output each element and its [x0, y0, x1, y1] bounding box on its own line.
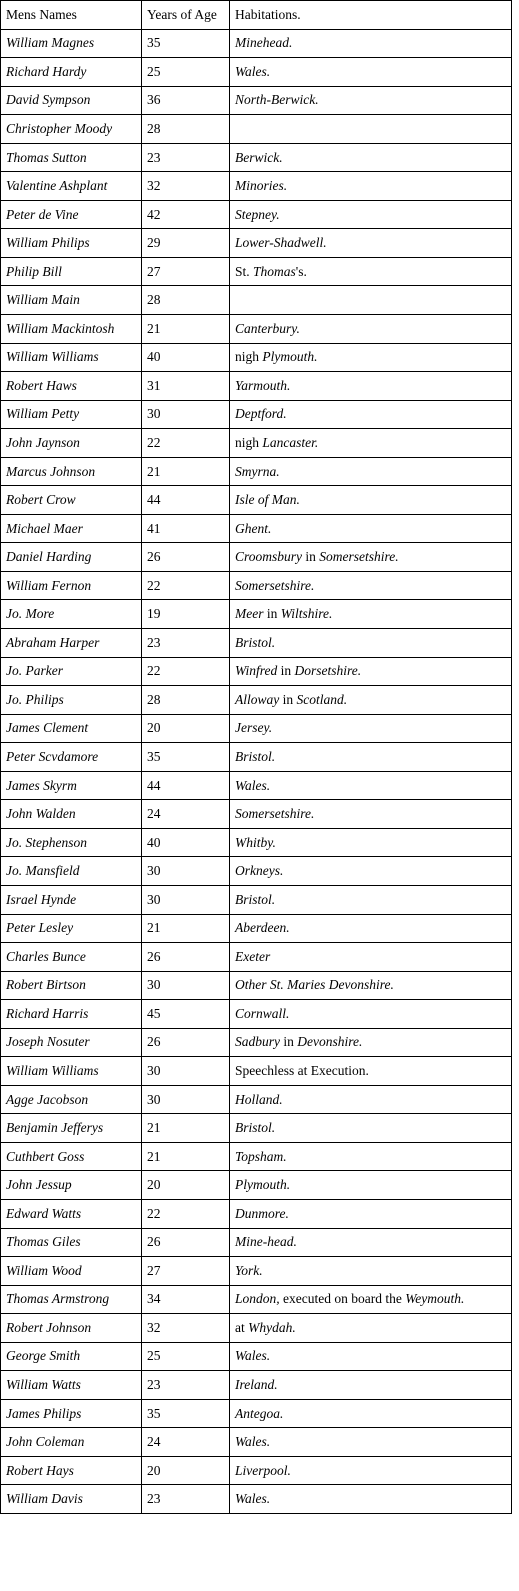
cell-age: 20	[142, 1171, 230, 1200]
cell-age: 29	[142, 229, 230, 258]
cell-age: 36	[142, 86, 230, 115]
habitation-segment: Lower-Shadwell.	[235, 235, 327, 251]
cell-age: 26	[142, 1228, 230, 1257]
table-row	[1, 115, 512, 144]
habitation-segment: Antegoa.	[235, 1405, 284, 1421]
table-row	[1, 1342, 512, 1371]
cell-age: 21	[142, 1142, 230, 1171]
table-row	[1, 1456, 512, 1485]
cell-name: Cuthbert Goss	[1, 1142, 142, 1171]
table-row	[1, 343, 512, 372]
header-row	[1, 1, 512, 30]
habitation-segment: Somersetshire.	[235, 577, 315, 593]
cell-name: William Philips	[1, 229, 142, 258]
cell-habitation	[230, 1171, 512, 1200]
habitation-segment: Weymouth.	[405, 1291, 465, 1307]
cell-name: William Petty	[1, 400, 142, 429]
habitation-segment: executed on board the	[279, 1291, 406, 1307]
cell-age: 22	[142, 1199, 230, 1228]
cell-habitation	[230, 543, 512, 572]
cell-name: James Philips	[1, 1399, 142, 1428]
cell-name: John Coleman	[1, 1428, 142, 1457]
habitation-segment: Somersetshire.	[235, 806, 315, 822]
cell-age: 21	[142, 315, 230, 344]
table-row	[1, 1000, 512, 1029]
habitation-segment: Exeter	[235, 948, 271, 964]
habitation-segment: North-Berwick.	[235, 92, 319, 108]
cell-age: 22	[142, 429, 230, 458]
cell-name: Daniel Harding	[1, 543, 142, 572]
cell-habitation	[230, 172, 512, 201]
habitation-segment: Meer	[235, 606, 264, 622]
cell-habitation	[230, 1114, 512, 1143]
cell-habitation	[230, 257, 512, 286]
habitation-segment: Smyrna.	[235, 463, 280, 479]
cell-habitation	[230, 1085, 512, 1114]
cell-name: Peter Scvdamore	[1, 743, 142, 772]
habitation-segment: at	[235, 1319, 249, 1335]
cell-age: 40	[142, 343, 230, 372]
cell-age: 44	[142, 486, 230, 515]
cell-name: Agge Jacobson	[1, 1085, 142, 1114]
cell-name: David Sympson	[1, 86, 142, 115]
habitation-segment: London,	[235, 1291, 280, 1307]
habitation-segment: Cornwall.	[235, 1005, 290, 1021]
cell-age: 28	[142, 686, 230, 715]
header-years-of-age: Years of Age	[142, 1, 230, 30]
cell-age: 35	[142, 29, 230, 58]
table-row	[1, 1142, 512, 1171]
cell-name: Peter Lesley	[1, 914, 142, 943]
habitation-segment: in	[263, 606, 281, 622]
cell-name: Jo. Stephenson	[1, 828, 142, 857]
table-row	[1, 315, 512, 344]
cell-habitation	[230, 486, 512, 515]
cell-habitation	[230, 514, 512, 543]
cell-name: Richard Harris	[1, 1000, 142, 1029]
cell-habitation	[230, 400, 512, 429]
table-row	[1, 400, 512, 429]
cell-name: Thomas Sutton	[1, 143, 142, 172]
cell-age: 25	[142, 58, 230, 87]
table-row	[1, 200, 512, 229]
cell-name: William Magnes	[1, 29, 142, 58]
cell-name: Robert Johnson	[1, 1314, 142, 1343]
cell-name: William Williams	[1, 1057, 142, 1086]
table-row	[1, 29, 512, 58]
table-row	[1, 1114, 512, 1143]
cell-name: Peter de Vine	[1, 200, 142, 229]
cell-habitation	[230, 743, 512, 772]
table-row	[1, 543, 512, 572]
cell-age: 22	[142, 657, 230, 686]
cell-age: 32	[142, 1314, 230, 1343]
habitation-segment: Whitby.	[235, 834, 276, 850]
habitation-segment: Ghent.	[235, 520, 272, 536]
cell-age: 25	[142, 1342, 230, 1371]
habitation-segment: Wales.	[235, 1491, 271, 1507]
habitation-segment: in	[302, 549, 320, 565]
table-row	[1, 286, 512, 315]
cell-habitation	[230, 115, 512, 144]
habitation-segment: Bristol.	[235, 748, 276, 764]
table-row	[1, 1028, 512, 1057]
table-row	[1, 828, 512, 857]
cell-habitation	[230, 372, 512, 401]
cell-age: 20	[142, 714, 230, 743]
habitation-segment: Lancaster.	[262, 434, 319, 450]
cell-habitation	[230, 1142, 512, 1171]
habitation-segment: in	[279, 691, 297, 707]
cell-habitation	[230, 971, 512, 1000]
cell-habitation	[230, 1371, 512, 1400]
cell-name: William Wood	[1, 1257, 142, 1286]
table-row	[1, 1399, 512, 1428]
habitation-segment: in	[277, 663, 295, 679]
habitation-segment: Thomas	[253, 263, 296, 279]
cell-habitation	[230, 1257, 512, 1286]
table-row	[1, 914, 512, 943]
cell-age: 27	[142, 1257, 230, 1286]
table-row	[1, 457, 512, 486]
table-row	[1, 1371, 512, 1400]
cell-habitation	[230, 800, 512, 829]
habitation-segment: Somersetshire.	[319, 549, 399, 565]
habitation-segment: Winfred	[235, 663, 278, 679]
habitation-segment: Plymouth.	[235, 1177, 291, 1193]
table-row	[1, 372, 512, 401]
cell-age: 21	[142, 1114, 230, 1143]
cell-habitation	[230, 686, 512, 715]
cell-name: William Watts	[1, 1371, 142, 1400]
cell-name: Marcus Johnson	[1, 457, 142, 486]
habitation-segment: Croomsbury	[235, 549, 303, 565]
habitation-segment: in	[280, 1034, 298, 1050]
table-row	[1, 1314, 512, 1343]
table-row	[1, 571, 512, 600]
cell-age: 30	[142, 1057, 230, 1086]
cell-age: 24	[142, 800, 230, 829]
cell-name: Jo. Philips	[1, 686, 142, 715]
cell-habitation	[230, 657, 512, 686]
habitation-segment: Topsham.	[235, 1148, 287, 1164]
cell-name: Jo. More	[1, 600, 142, 629]
habitation-segment: Liverpool.	[235, 1462, 291, 1478]
cell-habitation	[230, 828, 512, 857]
cell-name: Robert Hays	[1, 1456, 142, 1485]
cell-habitation	[230, 714, 512, 743]
table-row	[1, 1228, 512, 1257]
table-row	[1, 58, 512, 87]
cell-name: Thomas Armstrong	[1, 1285, 142, 1314]
table-row	[1, 86, 512, 115]
table-row	[1, 857, 512, 886]
cell-habitation	[230, 457, 512, 486]
habitation-segment: Mine-head.	[235, 1234, 297, 1250]
cell-habitation	[230, 86, 512, 115]
cell-name: Israel Hynde	[1, 885, 142, 914]
table-row	[1, 657, 512, 686]
cell-name: Richard Hardy	[1, 58, 142, 87]
cell-habitation	[230, 343, 512, 372]
cell-name: Edward Watts	[1, 1199, 142, 1228]
cell-habitation	[230, 1285, 512, 1314]
cell-habitation	[230, 943, 512, 972]
cell-age: 23	[142, 629, 230, 658]
habitation-segment: Alloway	[235, 691, 280, 707]
cell-age: 24	[142, 1428, 230, 1457]
table-row	[1, 1257, 512, 1286]
habitation-segment: Holland.	[235, 1091, 283, 1107]
cell-habitation	[230, 1314, 512, 1343]
cell-age: 32	[142, 172, 230, 201]
cell-name: Jo. Mansfield	[1, 857, 142, 886]
cell-name: Michael Maer	[1, 514, 142, 543]
habitation-segment: Wales.	[235, 1434, 271, 1450]
habitation-segment: Devonshire.	[297, 1034, 363, 1050]
cell-habitation	[230, 771, 512, 800]
habitation-segment: Wales.	[235, 63, 271, 79]
table-row	[1, 429, 512, 458]
habitation-segment: nigh	[235, 434, 263, 450]
cell-age: 28	[142, 115, 230, 144]
habitation-segment: Ireland.	[235, 1377, 278, 1393]
cell-habitation	[230, 1028, 512, 1057]
table-row	[1, 172, 512, 201]
cell-name: Philip Bill	[1, 257, 142, 286]
cell-age: 31	[142, 372, 230, 401]
table-row	[1, 257, 512, 286]
habitation-segment: Aberdeen.	[235, 920, 290, 936]
habitation-segment: nigh	[235, 349, 263, 365]
cell-age: 28	[142, 286, 230, 315]
habitation-segment: Isle of Man.	[235, 492, 300, 508]
cell-name: Joseph Nosuter	[1, 1028, 142, 1057]
cell-name: William Mackintosh	[1, 315, 142, 344]
habitation-segment: Plymouth.	[262, 349, 318, 365]
habitation-segment: Speechless at Execution.	[235, 1063, 369, 1078]
cell-age: 27	[142, 257, 230, 286]
cell-age: 30	[142, 1085, 230, 1114]
habitation-segment: Minehead.	[235, 35, 293, 51]
cell-name: William Main	[1, 286, 142, 315]
cell-habitation	[230, 857, 512, 886]
habitation-segment: 's.	[295, 263, 307, 279]
cell-name: Jo. Parker	[1, 657, 142, 686]
cell-habitation	[230, 200, 512, 229]
cell-habitation	[230, 1000, 512, 1029]
cell-name: Thomas Giles	[1, 1228, 142, 1257]
cell-age: 30	[142, 857, 230, 886]
cell-name: William Davis	[1, 1485, 142, 1514]
table-header	[1, 1, 512, 30]
cell-age: 30	[142, 885, 230, 914]
habitation-segment: Deptford.	[235, 406, 287, 422]
cell-name: James Clement	[1, 714, 142, 743]
table-row	[1, 629, 512, 658]
table-row	[1, 229, 512, 258]
cell-name: Robert Crow	[1, 486, 142, 515]
cell-age: 30	[142, 400, 230, 429]
cell-age: 42	[142, 200, 230, 229]
cell-habitation	[230, 1428, 512, 1457]
cell-age: 45	[142, 1000, 230, 1029]
habitation-segment: Orkneys.	[235, 863, 284, 879]
cell-name: Abraham Harper	[1, 629, 142, 658]
habitation-segment: Whydah.	[248, 1319, 296, 1335]
habitation-segment: Bristol.	[235, 634, 276, 650]
habitation-segment: Scotland.	[296, 691, 348, 707]
cell-habitation	[230, 1456, 512, 1485]
table-row	[1, 771, 512, 800]
table-row	[1, 1285, 512, 1314]
table-row	[1, 1057, 512, 1086]
cell-age: 26	[142, 543, 230, 572]
cell-habitation	[230, 229, 512, 258]
habitation-segment: Bristol.	[235, 1120, 276, 1136]
cell-habitation	[230, 629, 512, 658]
table-row	[1, 943, 512, 972]
cell-age: 19	[142, 600, 230, 629]
habitation-segment: Jersey.	[235, 720, 273, 736]
habitation-segment: Berwick.	[235, 149, 283, 165]
table-row	[1, 800, 512, 829]
cell-name: Valentine Ashplant	[1, 172, 142, 201]
habitation-segment: Yarmouth.	[235, 377, 291, 393]
cell-habitation	[230, 29, 512, 58]
cell-habitation	[230, 1485, 512, 1514]
cell-habitation	[230, 914, 512, 943]
habitation-segment: Canterbury.	[235, 320, 300, 336]
cell-name: Robert Birtson	[1, 971, 142, 1000]
cell-name: Benjamin Jefferys	[1, 1114, 142, 1143]
cell-habitation	[230, 429, 512, 458]
cell-name: Robert Haws	[1, 372, 142, 401]
table-row	[1, 1428, 512, 1457]
cell-habitation	[230, 1228, 512, 1257]
cell-age: 23	[142, 1485, 230, 1514]
cell-name: William Fernon	[1, 571, 142, 600]
cell-age: 44	[142, 771, 230, 800]
cell-age: 30	[142, 971, 230, 1000]
cell-age: 35	[142, 743, 230, 772]
cell-habitation	[230, 600, 512, 629]
cell-name: James Skyrm	[1, 771, 142, 800]
cell-name: George Smith	[1, 1342, 142, 1371]
cell-age: 20	[142, 1456, 230, 1485]
habitation-segment: Minories.	[235, 178, 288, 194]
table-row	[1, 885, 512, 914]
table-row	[1, 743, 512, 772]
cell-habitation	[230, 58, 512, 87]
cell-habitation	[230, 885, 512, 914]
table-row	[1, 1485, 512, 1514]
habitation-segment: Wiltshire.	[280, 606, 333, 622]
cell-age: 35	[142, 1399, 230, 1428]
header-habitations: Habitations.	[230, 1, 512, 30]
habitation-segment: Bristol.	[235, 891, 276, 907]
cell-name: John Jessup	[1, 1171, 142, 1200]
cell-age: 26	[142, 943, 230, 972]
header-mens-names: Mens Names	[1, 1, 142, 30]
cell-habitation	[230, 1399, 512, 1428]
table-row	[1, 971, 512, 1000]
cell-age: 21	[142, 914, 230, 943]
habitation-segment: St.	[235, 263, 254, 279]
table-row	[1, 686, 512, 715]
habitation-segment: Dunmore.	[235, 1205, 289, 1221]
cell-age: 26	[142, 1028, 230, 1057]
habitation-segment: Stepney.	[235, 206, 280, 222]
table-row	[1, 1199, 512, 1228]
cell-age: 40	[142, 828, 230, 857]
table-row	[1, 486, 512, 515]
habitation-segment: York.	[235, 1262, 263, 1278]
table-row	[1, 714, 512, 743]
cell-name: John Walden	[1, 800, 142, 829]
table-row	[1, 1085, 512, 1114]
cell-name: John Jaynson	[1, 429, 142, 458]
table-row	[1, 600, 512, 629]
cell-habitation	[230, 286, 512, 315]
habitation-segment: Sadbury	[235, 1034, 280, 1050]
cell-age: 34	[142, 1285, 230, 1314]
cell-habitation	[230, 315, 512, 344]
cell-age: 23	[142, 1371, 230, 1400]
habitation-segment: Wales.	[235, 1348, 271, 1364]
cell-age: 41	[142, 514, 230, 543]
table-body	[1, 29, 512, 1513]
cell-age: 21	[142, 457, 230, 486]
habitation-segment: Dorsetshire.	[294, 663, 362, 679]
table-row	[1, 143, 512, 172]
habitation-segment: Other St. Maries Devonshire.	[235, 977, 394, 993]
table-row	[1, 514, 512, 543]
cell-name: William Williams	[1, 343, 142, 372]
table-row	[1, 1171, 512, 1200]
cell-habitation	[230, 1342, 512, 1371]
cell-name: Charles Bunce	[1, 943, 142, 972]
cell-habitation	[230, 1057, 512, 1086]
cell-age: 22	[142, 571, 230, 600]
cell-habitation	[230, 571, 512, 600]
cell-name: Christopher Moody	[1, 115, 142, 144]
cell-habitation	[230, 143, 512, 172]
cell-habitation	[230, 1199, 512, 1228]
cell-age: 23	[142, 143, 230, 172]
habitation-segment: Wales.	[235, 777, 271, 793]
